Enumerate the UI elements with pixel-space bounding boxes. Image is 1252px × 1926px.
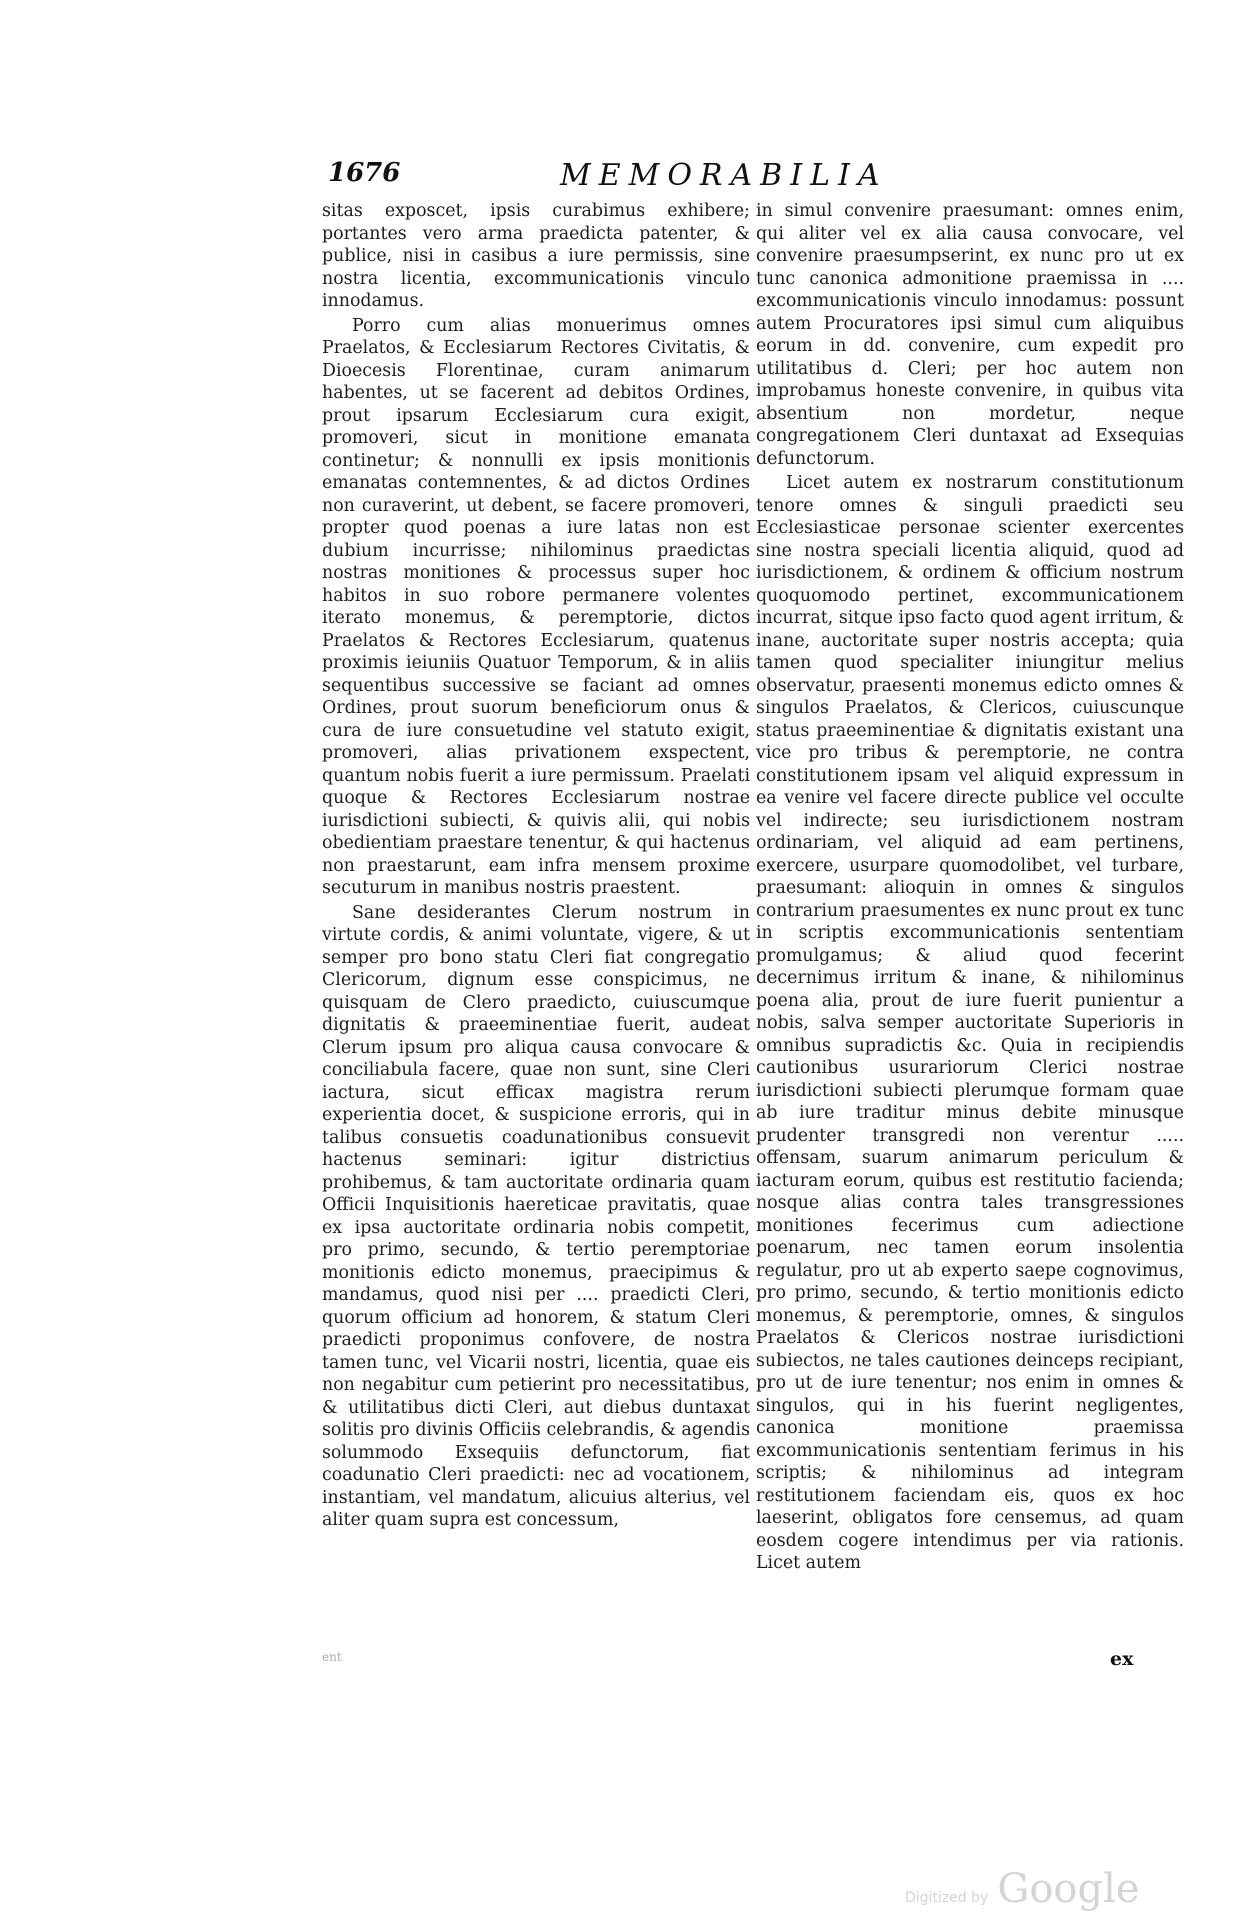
- right-text-column: [756, 200, 1184, 1575]
- page-number: 1676: [328, 158, 401, 188]
- stray-ink-mark: ent: [322, 1650, 342, 1664]
- left-paragraph-1: sitas exposcet, ipsis curabimus exhibere; portantes vero arma praedicta patenter, & publice, nisi in casibus a iure permissis, sine nostra licentia, excommunicationis vinculo innodamus.: [322, 201, 750, 311]
- running-title: MEMORABILIA: [560, 158, 888, 193]
- catchword: ex: [1110, 1648, 1134, 1670]
- watermark-brand: Google: [997, 1866, 1140, 1912]
- watermark-prefix: Digitized by: [905, 1890, 989, 1906]
- right-paragraph-2: Licet autem ex nostrarum constitutionum tenore omnes & singuli praedicti seu Ecclesiasticae personae scienter exercentes sine nostra speciali licentia aliquid, quod ad iurisdictionem, & ordinem & officium nostrum quoquomodo pertinet, excommunicationem incurrat, sitque ipso facto quod agent irritum, & inane, auctoritate super nostris accepta; quia tamen quod specialiter iniungitur melius observatur, praesenti monemus edicto omnes & singulos Praelatos, & Clericos, cuiuscunque status praeeminentiae & dignitatis existant una vice pro tribus & peremptorie, ne contra constitutionem ipsam vel aliquid expressum in ea venire vel facere directe publice vel occulte vel indirecte; seu iurisdictionem nostram ordinariam, vel aliquid ad eam pertinens, exercere, usurpare quomodolibet, vel turbare, praesumant: alioquin in omnes & singulos contrarium praesumentes ex nunc prout ex tunc in scriptis excommunicationis sententiam promulgamus; & aliud quod fecerint decernimus irritum & inane, & nihilominus poena alia, prout de iure fuerit punientur a nobis, salva semper auctoritate Superioris in omnibus supradictis &c. Quia in recipiendis cautionibus usurariorum Clerici nostrae iurisdictioni subiecti plerumque formam quae ab iure traditur minus debite minusque prudenter transgredi non verentur ..... offensam, suarum animarum periculum & iacturam eorum, quibus est restitutio facienda; nosque alias contra tales transgressiones monitiones fecerimus cum adiectione poenarum, nec tamen eorum insolentia regulatur, pro ut ab experto saepe cognovimus, pro primo, secundo, & tertio monitionis edicto monemus, & peremptorie, omnes, & singulos Praelatos & Clericos nostrae iurisdictioni subiectos, ne tales cautiones deinceps recipiant, pro ut de iure tenentur; nos enim in omnes & singulos, qui in his fuerint negligentes, canonica monitione praemissa excommunicationis sententiam ferimus in his scriptis; & nihilominus ad integram restitutionem faciendam eis, quos ex hoc laeserint, obligatos fore censemus, ad quam eosdem cogere intendimus per via rationis. Licet autem: [756, 473, 1184, 1573]
- left-paragraph-3: Sane desiderantes Clerum nostrum in virtute cordis, & animi voluntate, vigere, & ut semper pro bono statu Cleri fiat congregatio Clericorum, dignum esse conspicimus, ne quisquam de Clero praedicto, cuiuscumque dignitatis & praeeminentiae fuerit, audeat Clerum ipsum pro aliqua causa convocare & conciliabula facere, quae non sunt, sine Cleri iactura, sicut efficax magistra rerum experientia docet, & suspicione erroris, qui in talibus consuetis coadunationibus consuevit hactenus seminari: igitur districtius prohibemus, & tam auctoritate ordinaria quam Officii Inquisitionis haereticae pravitatis, quae ex ipsa auctoritate ordinaria nobis competit, pro primo, secundo, & tertio peremptoriae monitionis edicto monemus, praecipimus & mandamus, quod nisi per .... praedicti Cleri, quorum officium ad honorem, & statum Cleri praedicti proponimus confovere, de nostra tamen tunc, vel Vicarii nostri, licentia, quae eis non negabitur cum petierint pro necessitatibus, & utilitatibus dicti Cleri, aut diebus duntaxat solitis pro divinis Officiis celebrandis, & agendis solummodo Exsequiis defunctorum, fiat coadunatio Cleri praedicti: nec ad vocationem, instantiam, vel mandatum, alicuius alterius, vel aliter quam supra est concessum,: [322, 902, 750, 1530]
- left-paragraph-2: Porro cum alias monuerimus omnes Praelatos, & Ecclesiarum Rectores Civitatis, & Dioecesis Florentinae, curam animarum habentes, ut se facerent ad debitos Ordines, prout ipsarum Ecclesiarum cura exigit, promoveri, sicut in monitione emanata continetur; & nonnulli ex ipsis monitionis emanatas contemnentes, & ad dictos Ordines non curaverint, ut debent, se facere promoveri, propter quod poenas a iure latas non est dubium incurrisse; nihilominus praedictas nostras monitiones & processus super hoc habitos in suo robore permanere volentes iterato monemus, & peremptorie, dictos Praelatos & Rectores Ecclesiarum, quatenus proximis ieiuniis Quatuor Temporum, & in aliis sequentibus successive se faciant ad omnes Ordines, prout suorum beneficiorum onus & cura de iure consuetudine vel statuto exigit, promoveri, alias privationem exspectent, quantum nobis fuerit a iure permissum. Praelati quoque & Rectores Ecclesiarum nostrae iurisdictioni subiecti, & quivis alii, qui nobis obedientiam praestare tenentur, & qui hactenus non praestarunt, eam infra mensem proxime secuturum in manibus nostris praestent.: [322, 315, 750, 898]
- digitization-watermark: [905, 1866, 1140, 1912]
- left-text-column: [322, 200, 750, 1532]
- right-paragraph-1: in simul convenire praesumant: omnes enim, qui aliter vel ex alia causa convocare, vel convenire praesumpserint, ex nunc pro ut ex tunc canonica admonitione praemissa in .... excommunicationis vinculo innodamus: possunt autem Procuratores ipsi simul cum aliquibus eorum in dd. convenire, cum expedit pro utilitatibus d. Cleri; per hoc autem non improbamus honeste convenire, in quibus vita absentium non mordetur, neque congregationem Cleri duntaxat ad Exsequias defunctorum.: [756, 201, 1184, 469]
- running-head: [300, 158, 1180, 198]
